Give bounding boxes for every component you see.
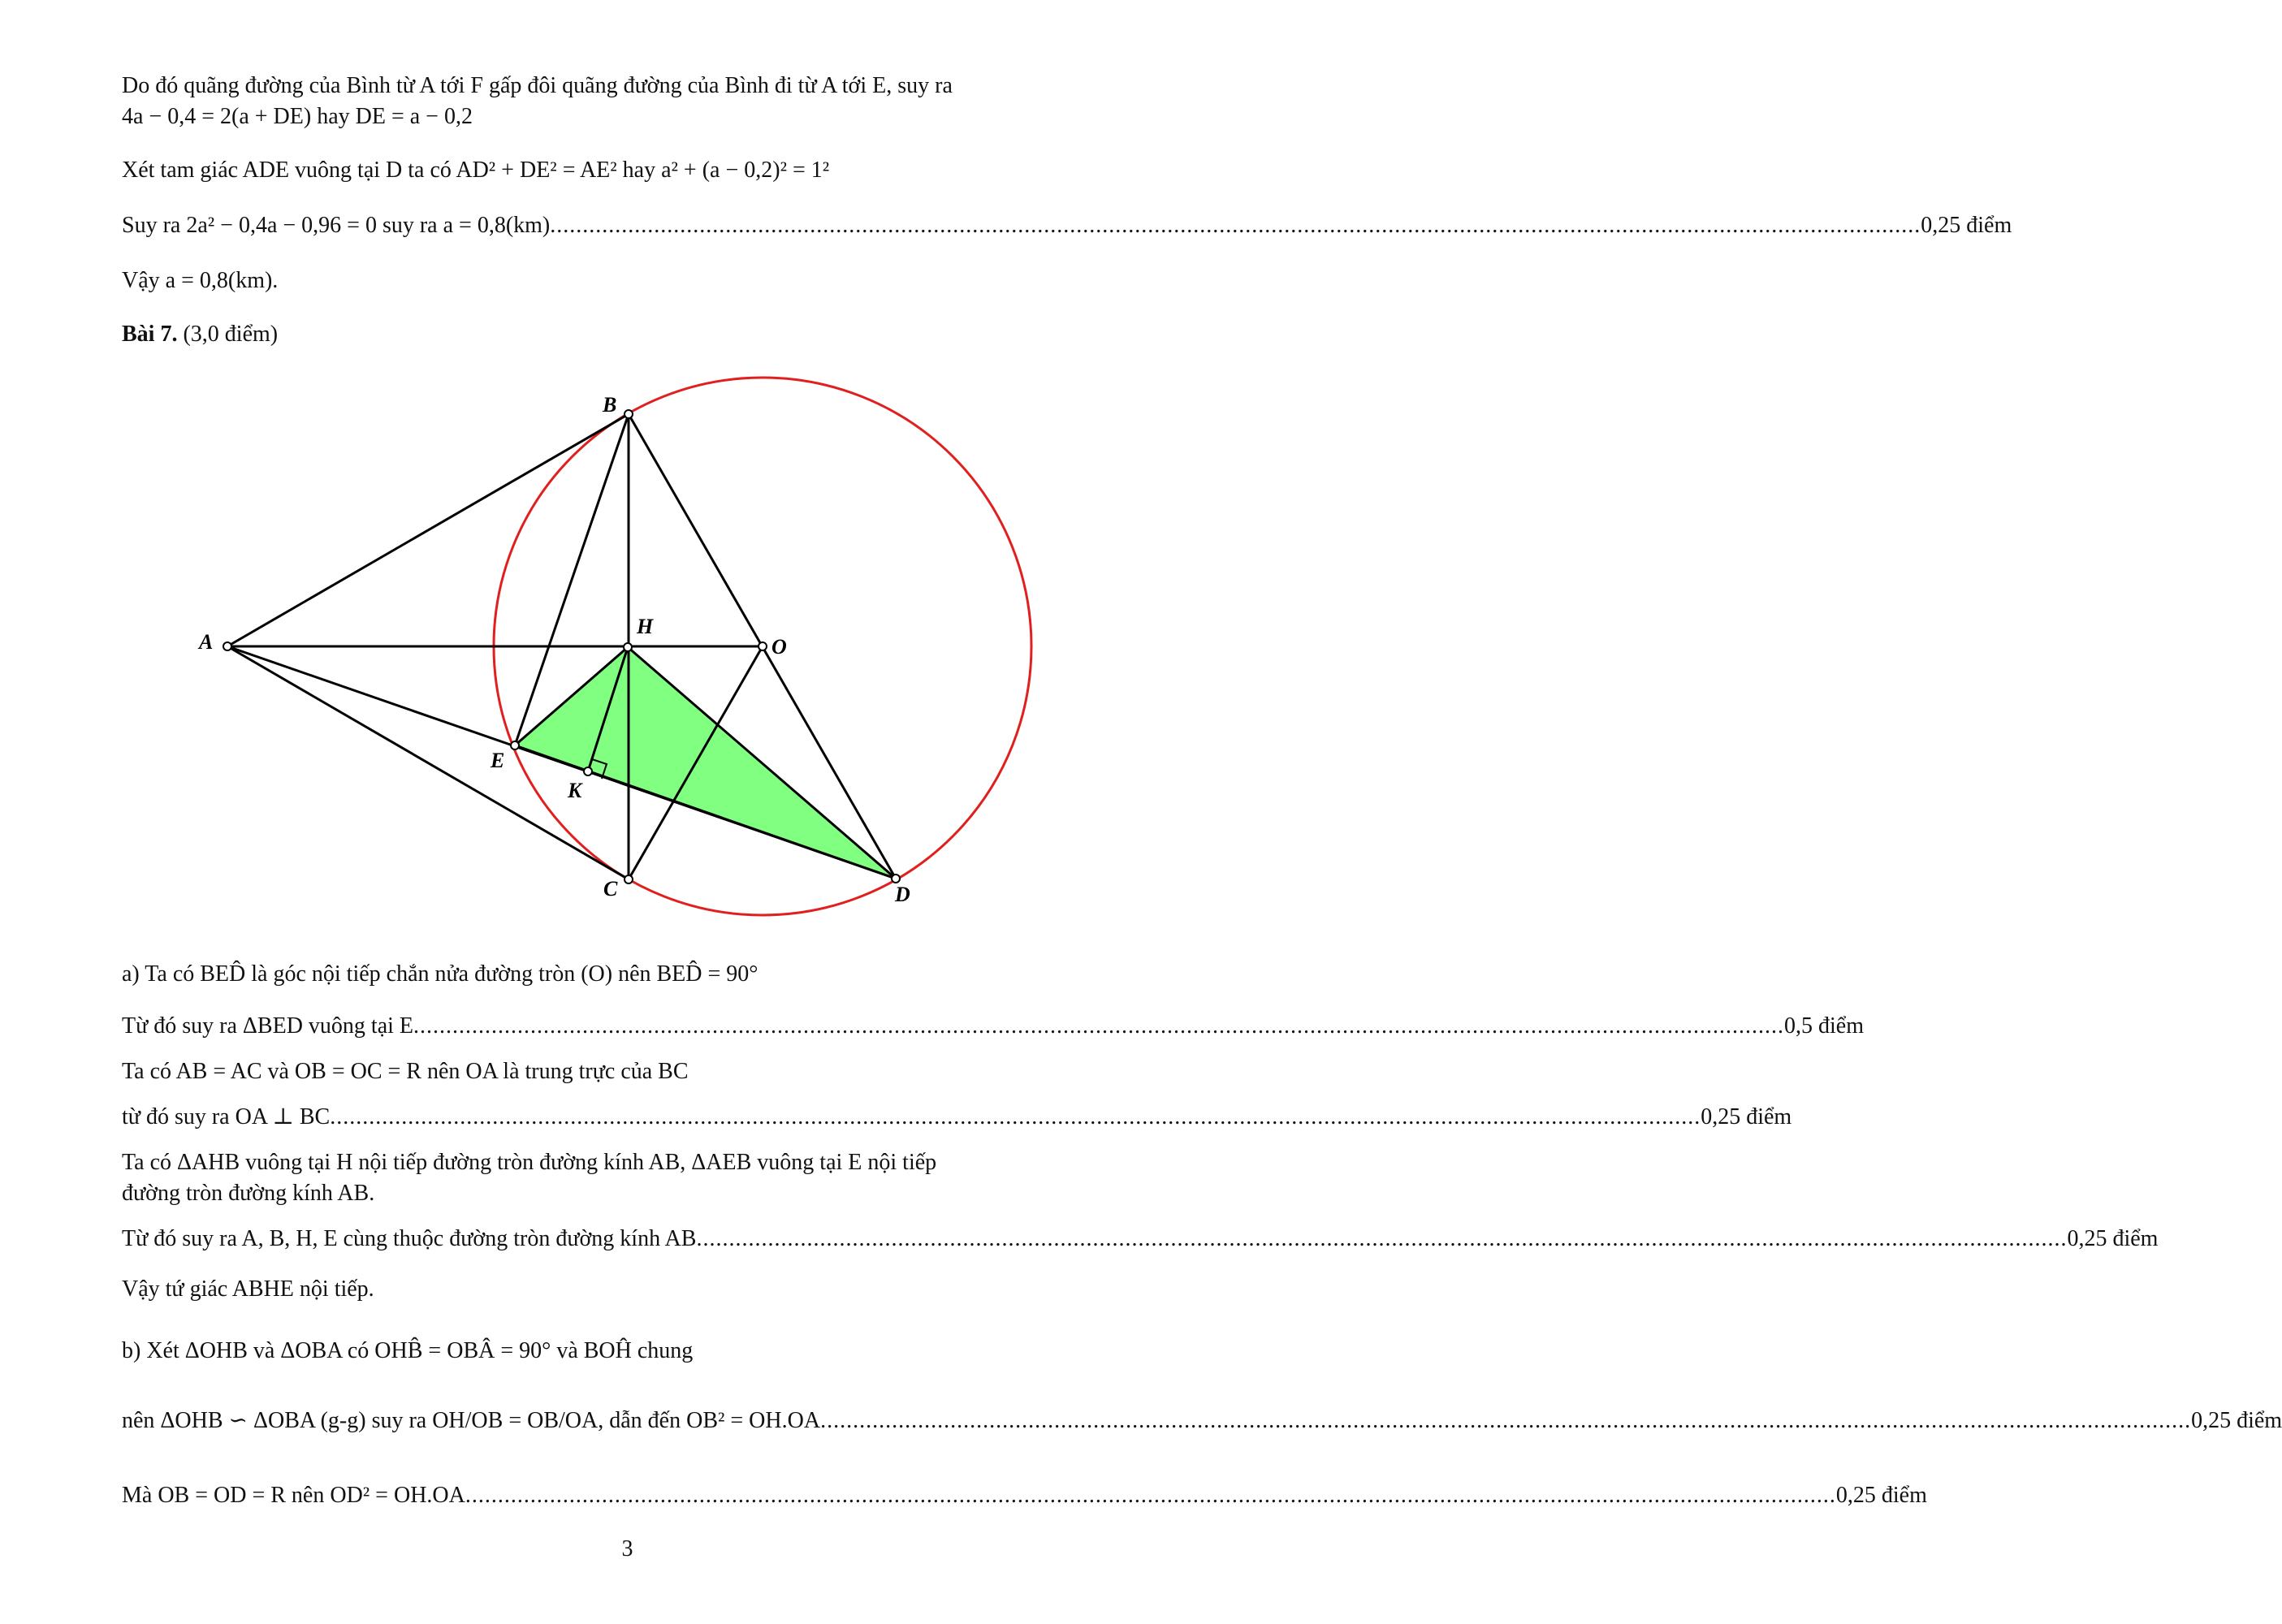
segment-ab: [227, 414, 629, 646]
point-h: [624, 643, 632, 651]
line-8-text: Từ đó suy ra ΔBED vuông tại E: [122, 1013, 414, 1039]
exercise-title: Bài 7.: [122, 322, 178, 347]
leader-dots: ...................................................................................................................................................................................................................: [465, 1483, 1836, 1508]
text-line-7: a) Ta có BED̂ là góc nội tiếp chắn nửa đường tròn (O) nên BED̂ = 90°: [122, 961, 759, 987]
text-line-1: Do đó quãng đường của Bình từ A tới F gấp đôi quãng đường của Bình đi từ A tới E, suy ra: [122, 73, 953, 98]
text-line-10: [122, 1101, 1792, 1134]
line-4-points: 0,25 điểm: [1921, 213, 2012, 238]
leader-dots: ...................................................................................................................................................................................................................: [696, 1226, 2068, 1251]
label-o: O: [771, 635, 787, 659]
text-line-17: [122, 1479, 1927, 1512]
text-line-8: [122, 1010, 1865, 1043]
text-line-5: Vậy a = 0,8(km).: [122, 268, 279, 293]
point-e: [511, 741, 519, 749]
point-c: [625, 875, 633, 883]
text-line-9: Ta có AB = AC và OB = OC = R nên OA là trung trực của BC: [122, 1059, 689, 1084]
line-10-points: 0,25 điểm: [1701, 1104, 1792, 1129]
triangle-hed: [515, 647, 896, 879]
text-line-14: Vậy tứ giác ABHE nội tiếp.: [122, 1276, 374, 1302]
label-h: H: [637, 615, 654, 638]
leader-dots: ...................................................................................................................................................................................................................: [413, 1013, 1785, 1039]
point-d: [892, 875, 900, 883]
line-13-points: 0,25 điểm: [2067, 1226, 2159, 1251]
label-c: C: [603, 877, 618, 901]
text-line-15: b) Xét ΔOHB và ΔOBA có OHB̂ = OBÂ = 90° và BOĤ chung: [122, 1338, 694, 1363]
leader-dots: ...................................................................................................................................................................................................................: [820, 1408, 2192, 1433]
point-o: [759, 642, 767, 650]
text-line-2: 4a − 0,4 = 2(a + DE) hay DE = a − 0,2: [122, 104, 473, 129]
leader-dots: ...................................................................................................................................................................................................................: [550, 213, 1921, 238]
leader-dots: ...................................................................................................................................................................................................................: [330, 1104, 1701, 1129]
label-d: D: [895, 883, 910, 906]
point-b: [625, 410, 633, 418]
label-k: K: [568, 779, 582, 802]
page-number: 3: [621, 1536, 633, 1561]
line-13-text: Từ đó suy ra A, B, H, E cùng thuộc đường tròn đường kính AB: [122, 1226, 697, 1251]
line-10-text: từ đó suy ra OA ⊥ BC: [122, 1104, 331, 1129]
segment-ad: [227, 646, 896, 879]
text-line-13: [122, 1223, 2159, 1255]
geometry-figure: [0, 0, 1255, 942]
text-line-12: đường tròn đường kính AB.: [122, 1181, 375, 1206]
label-e: E: [491, 749, 505, 772]
point-k: [584, 767, 592, 775]
line-8-points: 0,5 điểm: [1784, 1013, 1865, 1039]
text-line-11: Ta có ΔAHB vuông tại H nội tiếp đường tròn đường kính AB, ΔAEB vuông tại E nội tiếp: [122, 1150, 937, 1175]
point-a: [223, 642, 231, 650]
line-4-text: Suy ra 2a² − 0,4a − 0,96 = 0 suy ra a = 0,8(km): [122, 213, 551, 238]
line-16-text: nên ΔOHB ∽ ΔOBA (g-g) suy ra OH/OB = OB/OA, dẫn đến OB² = OH.OA: [122, 1408, 821, 1433]
line-17-points: 0,25 điểm: [1835, 1483, 1927, 1508]
label-b: B: [603, 393, 617, 417]
text-line-16: [122, 1405, 2282, 1437]
line-17-text: Mà OB = OD = R nên OD² = OH.OA: [122, 1483, 465, 1508]
line-16-points: 0,25 điểm: [2191, 1408, 2282, 1433]
exercise-points: (3,0 điểm): [183, 322, 279, 347]
text-line-3: Xét tam giác ADE vuông tại D ta có AD² + DE² = AE² hay a² + (a − 0,2)² = 1²: [122, 158, 830, 183]
label-a: A: [199, 630, 214, 654]
